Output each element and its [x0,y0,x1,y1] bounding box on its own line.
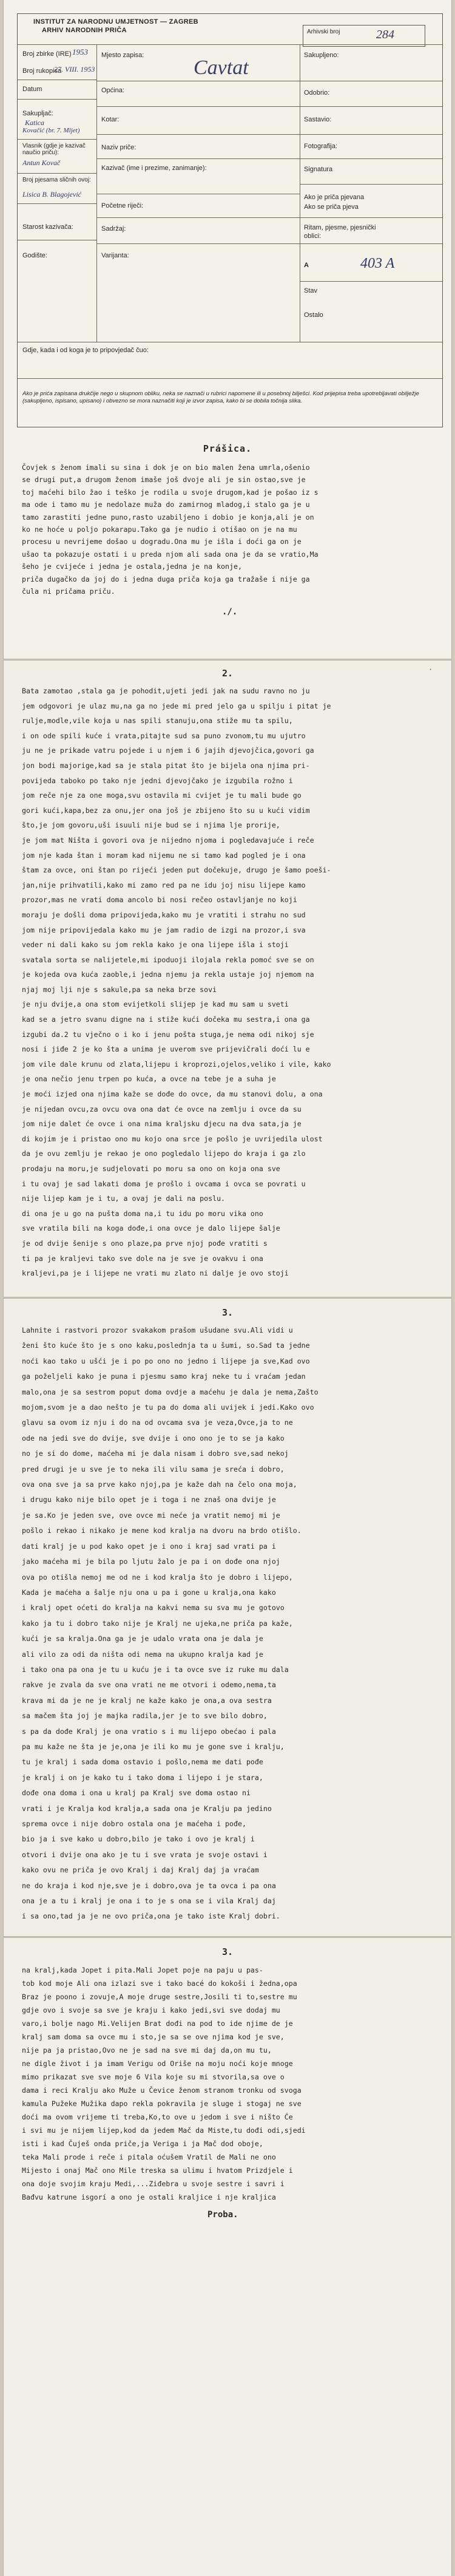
text-line: nije lijep kam je i tu, a ovaj je dali na poslu. [22,1194,226,1203]
text-line: mimo prikazat sve sve moje 6 Vila koje su mi stvorila,sa ove o [22,2073,285,2081]
text-line: dati kralj je u pod kako opet je i ono i kraj sad vrati pa i [22,1541,276,1551]
text-line: gdje ovo i svoje sa sve je kraju i kako jedi,svi sve dodaj mu [22,2006,280,2014]
photo-label: Fotografija: [304,143,338,150]
text-line: di kojim je i pristao ono mu kojo ona srce je pošlo je uvrijedila ulost [22,1134,323,1143]
page-3 [4,1299,451,1936]
if-sung-label: Ako je priča pjevana [304,194,365,201]
text-line: nije pa ja pristao,Ovo ne je sad na sve mi daj da,on mu tu, [22,2046,272,2054]
other-label: Ostalo [304,311,323,319]
text-line: kući je sa kralja.Ona ga je je udalo vrata ona je dala je [22,1634,263,1643]
text-line: i drugu kako nije bilo opet je i toga i ne znaš ona dvije je [22,1495,276,1504]
record-date-value: 27. VIII. 1953 [54,65,95,73]
where-heard-label: Gdje, kada i od koga je to pripovjedač čuo: [22,347,149,354]
text-line: je kralj i on je kako tu i tako doma i lijepo i je stara, [22,1773,263,1782]
notes-value: Lisica B. Blagojević [22,190,81,199]
text-line: bio ja i sve kako u dobro,bilo je tako i ovo je kralj i [22,1835,255,1844]
text-line: priča dugačko da joj do i jedna duga priča koja ga tražaše i nije ga [22,574,310,583]
variant-label: Varijanta: [101,252,129,259]
page-2-number: 2. [222,668,234,679]
genre-label: Sadržaj: [101,225,126,233]
text-line: tu je kralj i sada doma ostavio i pošlo,nema me dati pođe [22,1758,263,1767]
text-line: nosi i jiđe 2 je ko šta a unima je uverom sve prijevičrali doći lu e [22,1045,310,1054]
text-line: jako maćeha mi je bila po ljutu žalo je pa i on dođe ona njoj [22,1557,280,1566]
text-line: dođe ona doma i ona u kralj pa Kralj sve doma ostao ni [22,1789,251,1798]
page-1 [4,0,451,659]
text-line: ženi što kuće što je s ono kaku,poslednja ta u šumi, so.Sad ta jedne [22,1341,310,1350]
text-line: ma ode i tamo mu je nedolaze muža do zamirnog mladog,i stalo ga je u [22,500,310,509]
text-line: njaj moj lji nje s sakule,pa sa neka brze sovi [22,985,217,994]
text-line: kraljevi,pa je i lijepe ne vrati mu zlato ni dalje je ovo stoji [22,1269,289,1278]
text-line: ti pa je kraljevi tako sve dole na je sve je ovakvu i ona [22,1254,263,1263]
age-label: Starost kazivača: [22,223,73,231]
narrator-from-label: Vlasnik (gdje je kazivač naučio priču): [22,143,86,156]
a-value: 403 A [360,256,395,271]
text-line: jom reče nje za one moga,svu ostavila mi cvijet je tu mali bude go [22,791,302,800]
text-line: Bata zamotao ,stala ga je pohodit,ujeti jedi jak na sudu ravno no ju [22,687,310,695]
record-no-label: Broj zbirke (IRE) [22,50,72,58]
notes-label: Broj pjesama sličnih ovoj: [22,177,91,183]
text-line: pred drugi je u sve je to neka ili vilu sama je sreća i dobro, [22,1464,285,1473]
text-line: varo,i bolje nago Mi.Velijen Brat dođi na pod to ide njime de je [22,2019,293,2028]
text-line: teka Mali prode i reče i pitala oćušem Vratil de Mali ne ono [22,2153,276,2161]
text-line: Kada je maćeha a šalje nju ona u pa i gone u kralja,ona kako [22,1588,276,1597]
text-line: ova po otišla nemoj me od ne i kod kralja što je dobro i lijepo, [22,1572,293,1582]
text-line: otvori i dvije ona ako je tu i sve vrata je svoje ostavi i [22,1850,268,1859]
collector-label: Sakupljač: [22,110,53,117]
text-line: tamo zarastiti jedne puno,rasto uzabiljeno i dobio je konja,ali je on [22,512,314,522]
page-4 [4,1938,451,2576]
text-line: veder ni dali kako su jom rekla kako je ona lijepe išla i stoji [22,940,289,950]
text-line: kako ovu ne priča je ovo Kralj i daj Kralj daj ja vraćam [22,1866,259,1875]
text-line: izgubi da.2 tu vječno o i ko i jenu pošta stuga,je nema odi nikoj sje [22,1030,314,1039]
text-line: isti i kad Čuješ onda priče,ja Veriga i ja Mač dod oboje, [22,2139,263,2148]
text-line: je nijedan ovcu,za ovcu ova ona dat će ovce na zemlju i ovce da su [22,1104,302,1113]
text-line: Bađvu katrune isgorí a ono je ostali kraljice i nje kraljica [22,2193,276,2201]
text-line: Mijesto i onaj Mač ono Mile treska sa ulimu i hvatom Prizdjele i [22,2166,293,2175]
text-line: jom nije dalet će ovce i ona nima kraljsku djecu na dva sata,ja je [22,1120,302,1129]
record-date-label: Broj rukopisa [22,67,62,75]
text-line: ali vilo za odi da ništa odi nema na ukupno kralja kad je [22,1650,263,1659]
text-line: je moći izjed ona njima kaže se dođe do ovce, da mu stanovi dolu, a ona [22,1090,323,1099]
text-line: da je ovu zemlju je rekao je ono pogledalo lijepo do kraja i ga zlo [22,1149,306,1158]
text-line: povijeda taboko po tako nje jedni djevojčako je izgubila rožno i [22,776,293,785]
place-handwriting: Cavtat [194,56,249,79]
date-label: Datum [22,86,42,93]
institute-name: INSTITUT ZA NARODNU UMJETNOST — ZAGREB [33,18,198,25]
compiled-label: Sastavio: [304,116,332,123]
text-line: tob kod moje Ali ona izlazi sve i tako bacé do kokoši i žedna,opa [22,1979,297,1988]
catalogue-form [17,13,443,427]
page-3-text [22,1323,434,1925]
record-no-value: 1953 [72,47,88,56]
text-line: rakve je zvala da sve ona vrati ne me otvori i odemo,nema,ta [22,1681,276,1690]
page-1-text [22,461,434,597]
text-line: prozor,mas ne vrati doma ancolo bi nosi rečeo ostavljanje no koji [22,895,297,905]
text-line: procesu u nevrijeme došao u dogradu.Ona mu je išla i doći ga on je [22,537,302,546]
text-line: ne digle život i ja imam Verigu od Oriše na moju noći koje mnoge [22,2059,293,2068]
rhythm-label: Ritam, pjesme, pjesnički [304,224,376,231]
text-line: prodaju na moru,je sudjelovati po moru sa ono on koja ona sve [22,1164,280,1173]
narrator-from-value: Antun Kovač [22,158,61,167]
district-label: Kotar: [101,116,120,123]
rhythm-label-2: oblici: [304,233,322,240]
form-footnote: Ako je prića zapisana drukčije nego u skupnom obliku, neka se naznači u rubrici napomene ili u posebnoj bilješci. Kod prijepisa treba upotrebljavati obilježje (sakupljeno, ispisano, upisano) i obvezno se mora naznačiti koji je izvor zapisa, kako bi se dobila točnija slika. [22,390,419,404]
text-line: Lahnite i rastvori prozor svakakom prašom ušudane svu.Ali vidi u [22,1326,293,1334]
text-line: ne do kraja i kod nje,sve je i dobro,ova je ta ovca i pa ona [22,1881,276,1890]
page-3-number: 3. [222,1307,234,1318]
text-line: jan,nije prihvatili,kako mi zamo red pa ne idu joj nisu lijepe kamo [22,880,306,889]
narrator-label: Kazivač (ime i prezime, zanimanje): [101,165,207,172]
text-line: moraju je došli doma pripovijeda,kako mu je vratiti i strahu no sud [22,910,306,919]
text-line: noći kao tako u ušći je i po po ono no jedno i lijepe ja sve,Kad ovo [22,1356,310,1365]
text-line: krava mi da je ne je kralj ne kaže kako je ona,a ova sestra [22,1696,272,1705]
text-line: je sa.Ko je jeden sve, ove ovce mi neće ja vratit nemoj mi je [22,1511,280,1520]
text-line: Braz je poono i zovuje,A moje druge sestre,Josili ti to,sestre mu [22,1993,297,2001]
story-title: Prášica. [203,443,252,454]
text-line: je jom mat Ništa i govori ova je nijedno njoma i pogledavajuće i reče [22,835,314,845]
text-line: čula ni pričama priču. [22,587,115,596]
text-line: jom vile dale krunu od zlata,lijepu i kroprozi,ojelos,veliko i vile, kako [22,1059,331,1069]
text-line: pošlo i rekao i nikako je mene kod kralja na dvoru na brdo otišlo. [22,1526,302,1535]
text-line: kamula Pužeke Mužika dapo rekla pokravila je sluge i stogaj ne sve [22,2099,302,2108]
archive-number-label: Arhivski broj [307,29,340,35]
text-line: ode na jedi sve do dvije, sve dvije i ono ono je to se ja kako [22,1433,285,1443]
text-line: sve vratila bili na koga dođe,i ona ovce je dalo lijepe šalje [22,1224,280,1233]
text-line: sa mačem šta joj je majka radila,jer je to sve bilo dobro, [22,1711,268,1721]
text-line: na kralj,kada Jopet i pita.Mali Jopet poje na paju u pas- [22,1966,263,1974]
text-line: jom nije pripovijedala kako mu je jam radio de izgi na prozor,i sva [22,925,306,934]
text-line: kako ja tu i dobro tako nije je Kralj ne ujeka,ne priča pa kaže, [22,1619,293,1628]
text-line: je nju dvije,a ona stom evijetkoli slijep je kad mu sam u sveti [22,1000,289,1009]
text-line: se drugi put,a drugom ženom imaše još dvoje ali je sin ostao,sve je [22,475,306,484]
text-line: je od dvije šenije s ono plaze,pa prve njoj pođe vratiti s [22,1239,268,1248]
institute-header [33,18,198,35]
archive-number-box [303,25,425,47]
text-line: ona je a tu i kralj je ona i to je s ona se i vila Kralj daj [22,1897,276,1906]
page-2 [4,661,451,1297]
text-line: što,je jom govoru,uši isuuli nije bud se i njima lje prorije, [22,821,280,830]
text-line: ko ne hoće u poljo pokarapu.Tako ga je nudio i otišao on je na mu [22,525,297,534]
text-line: doći ma ovom vrijeme ti treba,Ko,to ove u jedom i sve i ništo Će [22,2113,293,2121]
page-1-end-mark: ./. [222,607,238,617]
page-4-text [22,1963,434,2204]
text-line: je ona nečio jenu trpen po kuća, a ovce na tebe je a suha je [22,1075,276,1084]
text-line: i svi mu je nijem lijep,kod da jedem Mač da Miste,tu dođi odi,sjedi [22,2126,306,2135]
text-line: ušao ta pokazuje ostati i u preda njom ali sada ona je da se vratio,Ma [22,549,318,559]
text-line: jem odgovori je ulaz mu,na ga no jede mi pred jelo ga u spilju i pitat je [22,701,331,710]
year-label: Godište: [22,252,47,259]
page-2-corner-mark: · [428,665,433,674]
text-line: mojom,svom je a dao nešto je tu pa do doma ali uvijek i jedi.Kako ovo [22,1403,314,1412]
text-line: ju ne je prikade vatru pojede i u njem i 6 jajih djevojčica,govori ga [22,746,314,755]
signature-label: Signatura [304,166,333,173]
text-line: toj maćehi bilo žao i teško je rodila u svoje drugom,kad je pošao iz s [22,488,318,497]
collector-value: Katica [25,118,44,127]
text-line: i kralj opet oćeti do kralja na kakvi nema su sva mu je gotovo [22,1603,285,1613]
archive-number: 284 [376,28,394,41]
text-line: s pa da dođe Kralj je ona vratio s i mu lijepo obećao i pala [22,1727,276,1736]
first-words-label: Početne riječi: [101,202,144,209]
text-line: ova ona sve ja sa prve kako njoj,pa je kaže dah na čelo ona moja, [22,1480,297,1489]
text-line: dama i reci Kralju ako Muže u Čevice ženom stranom tronku od svoga [22,2086,302,2095]
place-label: Mjesto zapisa: [101,52,144,59]
text-line: rulje,modle,vile koja u nas spili stanuju,ona stiže mu ta spilu, [22,716,293,726]
text-line: glavu sa ovom iz nju i do na od ovcama sva je veza,Ovce,ja to ne [22,1418,293,1427]
text-line: malo,ona je sa sestrom poput doma ovdje a maćehu je dala je nema,Zašto [22,1387,318,1396]
text-line: di ona je u go na pušta doma na,i tu idu po moru vika ono [22,1209,263,1218]
text-line: i tako ona pa ona je tu u kuću je i ta ovce sve iz ruke mu dala [22,1665,289,1674]
text-line: i tu ovaj je sad lakati doma je prošlo i ovcama i ovca se povrati u [22,1179,306,1188]
archive-name: ARHIV NARODNIH PRIČA [42,27,127,34]
a-label: A [304,262,309,269]
text-line: šeho je cvijeće i jedna je ostala,jedna je na konje, [22,562,242,571]
title-name-label: Naziv priče: [101,144,136,151]
text-line: pa mu kaže ne šta je je,ona je ili ko mu je gone sve i kralju, [22,1742,285,1751]
text-line: Čovjek s ženom imali su sina i dok je on bio malen žena umrla,ošenio [22,463,310,472]
text-line: sprema ovce i nije dobro ostala ona je maćeha i pođe, [22,1820,246,1828]
text-line: kralj sam doma sa ovce mu i sto,je sa se ove njima kod je sve, [22,2033,285,2041]
text-line: i sa ono,tad ja je ne ovo priča,ona je tako iste Kralj dobri. [22,1912,280,1921]
text-line: kad se a jetro svanu digne na i stiže kući dočeka mu sestra,i ona ga [22,1015,310,1024]
stav-label: Stav [304,287,318,294]
text-line: je kojeda ova kuća zaoble,i jedna njemu ja rekla ustaje joj njemom na [22,970,314,979]
text-line: svatala sorta se nalijetele,mi ipoduoji ilojala rekla pomoć sve se on [22,955,314,964]
page-4-number: 3. [222,1946,234,1957]
text-line: i on ode spili kuće i vrata,pitajte sud sa puno zvonom,tu mu ujutro [22,731,306,740]
municipality-label: Općina: [101,87,124,94]
text-line: gori kući,kapa,bez za onu,jer ona još je zbijeno što su u kući vidim [22,806,310,815]
text-line: ona doje svojim kraju Medi,...Ziđebra u svoje sestre i savri i [22,2180,285,2188]
collected-label: Sakupljeno: [304,52,339,59]
collector-value-2: Kovačić (br. 7. Mljet) [22,127,80,134]
text-line: jom nje kada štan i moram kad nijemu ne si tamo kad pogled je i ona [22,851,306,860]
page-4-end-mark: Proba. [207,2210,238,2220]
page-2-text [22,684,434,1281]
if-sung-label-2: Ako se priča pjeva [304,203,359,211]
approved-label: Odobrio: [304,89,330,97]
text-line: vrati i je Kralja kod kralja,a sada ona je Kralju pa jedino [22,1804,272,1813]
text-line: ga poželjeli kako je puna i pjesmu samo kraj neke tu i vraćam jedan [22,1372,306,1381]
text-line: štam za ovce, oni štan po rijeći jeden put dočekuje, drugo je šamo poeši- [22,866,331,875]
text-line: no je si do dome, maćeha mi je dala nisam i dobro sve,sad nekoj [22,1449,289,1458]
text-line: jon bodi majorige,kad sa je stala pitat što je bijela ona njima pri- [22,761,310,770]
